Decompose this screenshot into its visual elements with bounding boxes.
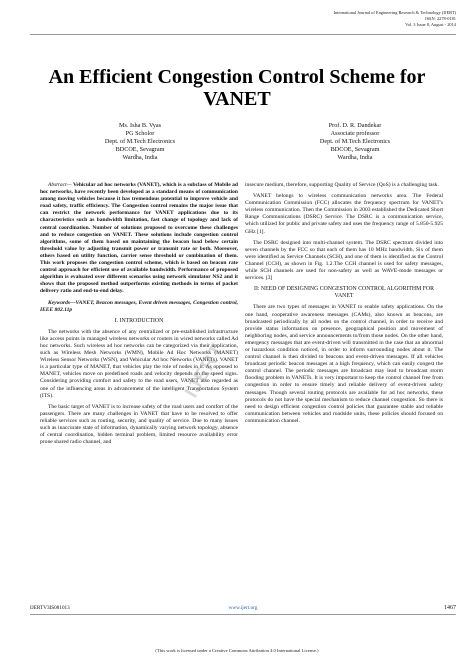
author-2 <box>285 122 425 162</box>
author-inst: BDCOE, Sevagram <box>115 146 165 153</box>
abstract-body: Vehicular ad hoc networks (VANET), which is a subclass of Mobile ad hoc networks, have recently been developed as a standard means of communication among moving vehicles because it has tremendous potential to improve vehicle and road safety, traffic efficiency. The Congestion control remains the major issue that can restrict the network performance for VANET applications due to its characteristics such as bandwidth limitation, fast change of topology and lack of central coordination. Number of solutions proposed to overcome these challenges and to reduce congestion on VANET. These solutions include congestion control algorithms, some of them based on maintaining the beacon load below certain threshold value by adjusting transmit power or transmit rate or both. Moreover, others based on utility function, carrier sense threshold or combination of them. This work proposes the congestion control scheme, which is based on beacon rate control approach for efficient use of available bandwidth. Performance of proposed algorithm is evaluated over different scenarios using network simulator NS2 and it shows that the proposed method outperforms existing methods in terms of packet delivery ratio and end-to-end delay. <box>40 182 238 295</box>
paper-title-line1: An Efficient Congestion Control Scheme for <box>48 66 426 88</box>
paragraph: The DSRC designed into multi-channel system. The DSRC spectrum divided into seven channels by the FCC so that each of them has 10 MHz bandwidth. Six of them were identified as Service Channels (SCH), and one of them is identified as the Control Channel (CCH), as shown in Fig. 1.2.The CCH channel is used for safety messages, while SCH channels are used for non-safety as well as WAVE-mode messages or services. [3] <box>245 239 443 282</box>
abstract <box>40 182 238 296</box>
paragraph: The basic target of VANET is to increase safety of the road users and comfort of the passengers. There are many challenges in VANET that have to be resolved to offer reliable services such as routing, security, and quality of service. Due to many issues such as inaccurate state of information, dynamically varying network topology, absence of central coordination, hidden terminal problem, limited resource availability error prone shared radio channel, and <box>40 403 238 446</box>
journal-volume: Vol. 3 Issue 8, August - 2014 <box>405 22 456 28</box>
keywords-lead: Keywords— <box>48 299 76 306</box>
author-role: PG Scholor <box>125 130 155 137</box>
license-note: (This work is licensed under a Creative Commons Attribution 4.0 International License.) <box>155 648 319 653</box>
paper-title-line2: VANET <box>203 88 271 110</box>
author-name: Ms. Isha B. Vyas <box>119 122 161 129</box>
author-location: Wardha, India <box>122 154 158 161</box>
abstract-lead: Abstract— <box>48 182 72 188</box>
page-number: 1467 <box>444 605 456 611</box>
right-column <box>245 182 443 429</box>
journal-website-link[interactable]: www.ijert.org <box>228 605 258 611</box>
journal-issn: ISSN: 2278-0181 <box>425 16 456 22</box>
author-dept: Dept. of M.Tech Electronics <box>319 138 391 145</box>
paper-id: IJERTV3IS081013 <box>30 605 70 611</box>
header-divider <box>30 34 456 35</box>
watermark: IJERT <box>181 340 229 402</box>
author-inst: BDCOE, Sevagram <box>330 146 380 153</box>
footer-divider <box>30 614 456 615</box>
paragraph: insecure medium, therefore, supporting Quality of Service (QoS) is a challenging task. <box>245 182 439 188</box>
keywords-body: VANET, Beacon messages, Event driven messages, Congestion control, IEEE 802.11p <box>40 299 238 313</box>
author-dept: Dept. of M.Tech Electronics <box>104 138 176 145</box>
paragraph: There are two types of messages in VANET to enable safety applications. On the one hand, cooperative awareness messages (CAMs), also known as beacons, are broadcasted periodically by all nodes on the control channel, in order to receive and provide status information on presence, geographical position and movement of neighboring nodes, and service announcements to/from those nodes. On the other hand, emergency messages that are event-driven will transmitted in the case that an abnormal or hazardous condition noticed, in order to inform surrounding nodes about it. The control channel is then divided to beacons and event-driven messages. If all vehicles broadcast periodic beacon messages at a high frequency, which can easily congest the control channel. The periodic messages are broadcast may lead to broadcast storm flooding problem in VANETs. It is very important to keep the control channel free from congestion in order to ensure timely and reliable delivery of event-driven safety messages. Though several routing protocols are available for ad hoc networks, these protocols do not have the special mechanism to reduce channel congestion. So there is need to design efficient congestion control policies that guarantee stable and reliable communication between vehicles and roadside units, these policies should focused on communication channel. <box>245 304 443 424</box>
journal-header <box>206 10 456 29</box>
paragraph: VANET belongs to wireless communication networks area. The Federal Communication Commission (FCC) allocates the frequency spectrum for VANET's wireless communication. Then the Commission in 2003 established the Dedicated Short Range Communications (DSRC) Service. The DSRC is a communication service, which utilized for public and private safety and uses the frequency range of 5.850-5.925 GHz [1]. <box>245 193 443 235</box>
author-location: Wardha, India <box>337 154 373 161</box>
paragraph: The networks with the absence of any centralized or pre-established infrastructure like access points in managed wireless networks or routers in wired networks called Ad hoc networks. Such wireless ad hoc networks can be categorized via their application, such as Wireless Mesh Networks (WMN), Mobile Ad Hoc Networks (MANET) Wireless Sensor Networks (WSN), and Vehicular Ad hoc Networks (VANETs). VANET is a particular type of MANET, that vehicles play the role of nodes in it. As opposed to MANET, vehicles move on predefined roads and velocity depends on the speed signs. Considering providing comfort and safety to the road users, VANET also regarded as one of the influencing areas in advancement of the intelligent Transportation System (ITS). <box>40 328 238 399</box>
section-heading-introduction: I. INTRODUCTION <box>114 317 164 324</box>
paper-title <box>30 66 444 110</box>
left-column <box>40 182 238 450</box>
author-1 <box>70 122 210 162</box>
journal-name: International Journal of Engineering Research & Technology (IJERT) <box>333 10 456 15</box>
author-role: Associate professor <box>330 130 380 137</box>
author-name: Prof. D. R. Dandekar <box>328 122 382 129</box>
keywords <box>40 300 238 314</box>
section-heading-need: II: NEED OF DESIGNING CONGESTION CONTROL ALGORITHM FOR VANET <box>254 286 434 300</box>
